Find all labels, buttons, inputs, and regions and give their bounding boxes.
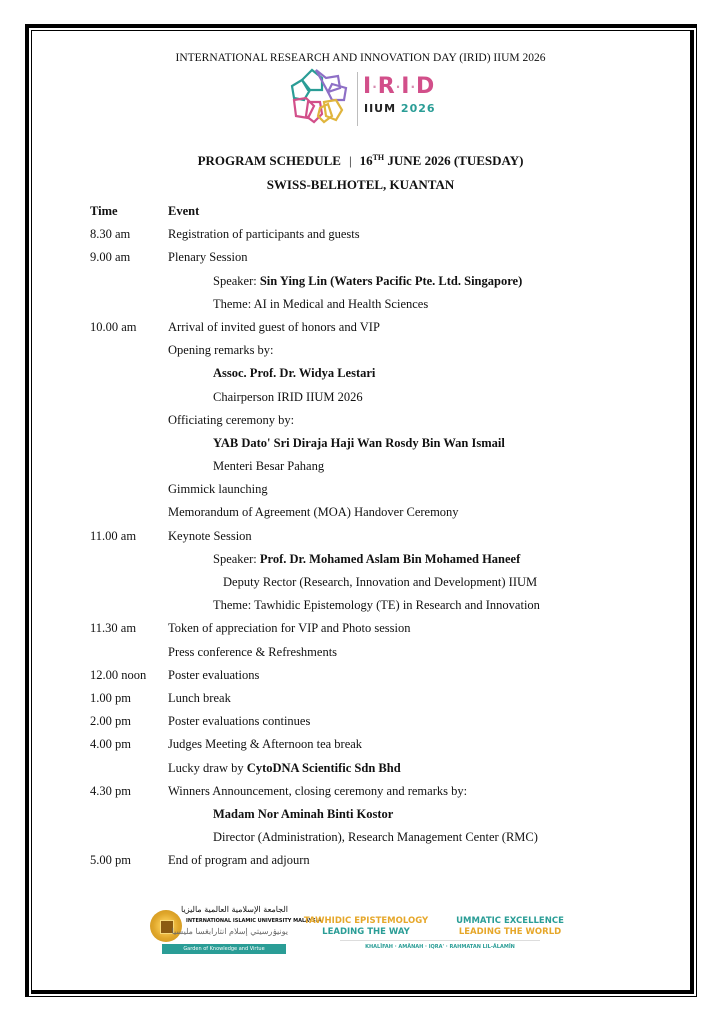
event-text: Winners Announcement, closing ceremony and remarks by: <box>168 783 468 798</box>
row-event <box>213 803 393 826</box>
row-time: 8.30 am <box>90 227 131 242</box>
tagline-left <box>300 916 432 938</box>
footer-logos <box>150 904 580 962</box>
event-text: Chairperson IRID IIUM 2026 <box>213 389 363 404</box>
title-label: PROGRAM SCHEDULE <box>197 153 341 168</box>
title-day-suffix: TH <box>372 153 385 162</box>
tagline-right-line2: LEADING THE WORLD <box>458 927 562 937</box>
event-text: Poster evaluations <box>168 667 260 682</box>
row-event <box>168 339 274 362</box>
row-event <box>168 223 360 246</box>
row-event <box>168 617 411 640</box>
event-text: Deputy Rector (Research, Innovation and Development) IIUM <box>223 575 538 589</box>
row-event <box>213 826 538 849</box>
event-name-bold: Sin Ying Lin (Waters Pacific Pte. Ltd. Singapore) <box>259 273 523 288</box>
schedule-row <box>90 849 650 872</box>
program-title <box>0 153 721 169</box>
schedule-row <box>90 455 650 478</box>
row-time: 10.00 am <box>90 319 137 334</box>
row-time: 11.00 am <box>90 528 137 543</box>
schedule-row <box>90 710 650 733</box>
schedule-row <box>90 548 650 571</box>
row-time: 1.00 pm <box>90 690 131 705</box>
row-time: 9.00 am <box>90 250 131 265</box>
logo-year: 2026 <box>400 102 436 115</box>
row-event <box>213 548 520 571</box>
row-event <box>213 455 324 478</box>
event-text: Gimmick launching <box>168 482 268 497</box>
iium-motto: Garden of Knowledge and Virtue <box>162 944 286 954</box>
tagline-left-line2: LEADING THE WAY <box>322 927 410 937</box>
row-event <box>168 687 231 710</box>
iium-english-name: INTERNATIONAL ISLAMIC UNIVERSITY MALAYSIA <box>186 918 322 924</box>
iium-arabic-name: الجامعة الإسلامية العالمية ماليزيا <box>181 905 288 914</box>
event-text: Memorandum of Agreement (MOA) Handover Ceremony <box>168 505 459 520</box>
event-text: Judges Meeting & Afternoon tea break <box>168 737 363 752</box>
tagline-left-line1: TAWHIDIC EPISTEMOLOGY <box>303 916 429 926</box>
venue: SWISS-BELHOTEL, KUANTAN <box>266 177 455 192</box>
event-name-bold: YAB Dato' Sri Diraja Haji Wan Rosdy Bin Wan Ismail <box>213 435 505 450</box>
row-event <box>168 849 310 872</box>
title-separator: | <box>348 153 352 168</box>
schedule-row <box>90 803 650 826</box>
tagline-divider <box>340 940 540 941</box>
row-event <box>223 571 537 594</box>
row-event <box>213 362 375 385</box>
schedule-row <box>90 246 650 269</box>
event-text: Poster evaluations continues <box>168 714 311 729</box>
schedule-row <box>90 270 650 293</box>
schedule-row <box>90 293 650 316</box>
row-event <box>213 270 522 293</box>
title-day: 16 <box>359 153 373 168</box>
schedule-row <box>90 339 650 362</box>
schedule-row <box>90 733 650 756</box>
schedule-row <box>90 525 650 548</box>
dot-separator: · <box>372 80 378 94</box>
event-text: Lucky draw by <box>168 760 247 775</box>
row-event <box>213 432 505 455</box>
event-text: Plenary Session <box>168 250 248 265</box>
iium-jawi-name: يونيۏرسيتي إسلام انتارابڠسا مليسيا <box>171 927 288 936</box>
schedule-row <box>90 664 650 687</box>
event-header: Event <box>168 204 200 218</box>
logo-divider <box>357 72 358 126</box>
schedule-row <box>90 780 650 803</box>
row-event <box>168 409 294 432</box>
schedule-row <box>90 478 650 501</box>
title-date: JUNE 2026 (TUESDAY) <box>387 153 524 168</box>
schedule-row <box>90 641 650 664</box>
irid-wordmark <box>363 74 435 100</box>
event-text: Officiating ceremony by: <box>168 412 295 427</box>
schedule-row <box>90 687 650 710</box>
event-text: Speaker: <box>213 273 260 288</box>
schedule-row <box>90 594 650 617</box>
schedule-row <box>90 617 650 640</box>
event-text: Registration of participants and guests <box>168 227 360 242</box>
wordmark-letter: R <box>377 74 396 99</box>
row-event <box>213 386 363 409</box>
event-name-bold: Assoc. Prof. Dr. Widya Lestari <box>213 366 376 381</box>
row-event <box>168 757 401 780</box>
schedule-header-row <box>90 200 650 223</box>
row-event <box>168 733 362 756</box>
wordmark-letter: I <box>401 74 411 99</box>
event-text: Press conference & Refreshments <box>168 644 338 659</box>
schedule-row <box>90 386 650 409</box>
schedule-row <box>90 757 650 780</box>
row-event <box>168 780 467 803</box>
event-text: Lunch break <box>168 690 231 705</box>
row-event <box>168 664 259 687</box>
tagline-right-line1: UMMATIC EXCELLENCE <box>456 916 564 926</box>
dot-separator: · <box>395 80 402 94</box>
event-text: Director (Administration), Research Management Center (RMC) <box>213 830 538 845</box>
row-time: 2.00 pm <box>90 714 131 729</box>
time-header: Time <box>90 204 118 218</box>
logo-org: IIUM <box>364 102 397 115</box>
event-text: Menteri Besar Pahang <box>213 459 325 474</box>
row-event <box>168 246 248 269</box>
dot-separator: · <box>410 80 417 94</box>
event-name-bold: CytoDNA Scientific Sdn Bhd <box>246 760 401 775</box>
event-text: Opening remarks by: <box>168 343 274 358</box>
iium-logo <box>150 904 322 962</box>
tagline-right <box>440 916 580 938</box>
row-time: 12.00 noon <box>90 667 147 682</box>
row-event <box>168 641 337 664</box>
row-event <box>168 478 268 501</box>
row-event <box>168 316 380 339</box>
event-title: INTERNATIONAL RESEARCH AND INNOVATION DAY (IRID) IIUM 2026 <box>175 52 546 64</box>
irid-subtitle <box>364 102 436 116</box>
schedule-row <box>90 223 650 246</box>
event-text: Keynote Session <box>168 528 252 543</box>
event-text: Theme: AI in Medical and Health Sciences <box>213 296 429 311</box>
wordmark-letter: D <box>416 74 436 99</box>
row-time: 11.30 am <box>90 621 137 636</box>
row-event <box>213 293 428 316</box>
core-values: KHALĪFAH · AMĀNAH · IQRA' · RAHMATAN LIL-ĀLAMĪN <box>365 944 515 950</box>
row-event <box>168 525 252 548</box>
wordmark-letter: I <box>363 74 373 99</box>
row-event <box>168 710 310 733</box>
event-text: Speaker: <box>213 551 260 566</box>
event-name-bold: Prof. Dr. Mohamed Aslam Bin Mohamed Haneef <box>259 551 521 566</box>
row-time: 4.30 pm <box>90 783 131 798</box>
schedule-table <box>90 200 650 872</box>
row-event <box>213 594 540 617</box>
row-time: 5.00 pm <box>90 853 131 868</box>
row-time: 4.00 pm <box>90 737 131 752</box>
schedule-row <box>90 362 650 385</box>
event-text: Token of appreciation for VIP and Photo session <box>168 621 411 636</box>
event-name-bold: Madam Nor Aminah Binti Kostor <box>213 806 394 821</box>
schedule-row <box>90 826 650 849</box>
schedule-row <box>90 571 650 594</box>
schedule-row <box>90 409 650 432</box>
row-event <box>168 501 459 524</box>
schedule-row <box>90 432 650 455</box>
schedule-row <box>90 501 650 524</box>
event-text: Theme: Tawhidic Epistemology (TE) in Research and Innovation <box>213 598 540 613</box>
event-text: Arrival of invited guest of honors and VIP <box>168 319 380 334</box>
event-text: End of program and adjourn <box>168 853 310 868</box>
schedule-row <box>90 316 650 339</box>
